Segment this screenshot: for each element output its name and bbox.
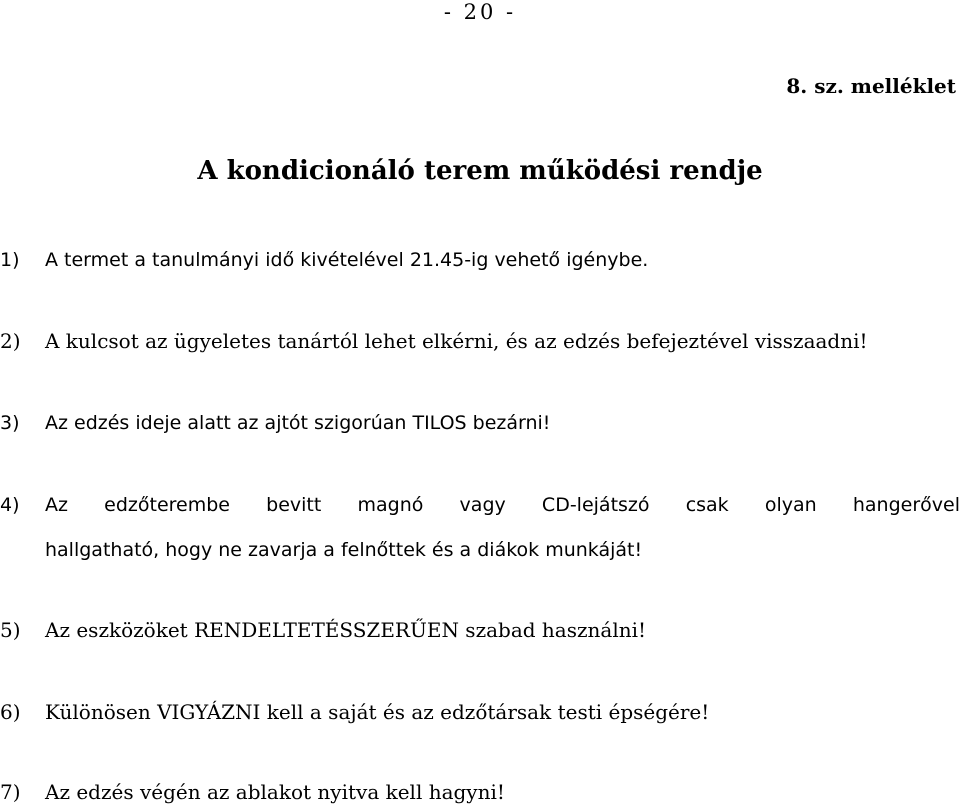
rule-text: Az eszközöket RENDELTETÉSSZERŰEN szabad használni!	[45, 618, 647, 642]
rule-text: A termet a tanulmányi idő kivételével 21.45-ig vehető igénybe.	[45, 249, 649, 271]
rule-number: 7)	[0, 780, 21, 804]
rule-number: 5)	[0, 618, 21, 642]
rule-text: A kulcsot az ügyeletes tanártól lehet elkérni, és az edzés befejeztével visszaadni!	[45, 329, 868, 353]
rule-text: Az edzés végén az ablakot nyitva kell hagyni!	[45, 780, 505, 804]
rule-number: 4)	[0, 494, 20, 516]
page-number: - 20 -	[443, 0, 517, 24]
rule-text: Különösen VIGYÁZNI kell a saját és az edzőtársak testi épségére!	[45, 700, 710, 724]
rule-number: 1)	[0, 249, 20, 271]
page-title: A kondicionáló terem működési rendje	[197, 156, 763, 186]
rule-number: 6)	[0, 700, 21, 724]
annex-label: 8. sz. melléklet	[786, 74, 956, 98]
rule-text-line-2: hallgatható, hogy ne zavarja a felnőttek és a diákok munkáját!	[45, 539, 643, 561]
rule-number: 2)	[0, 329, 21, 353]
rule-text-line-1: Az edzőterembe bevitt magnó vagy CD-lejátszó csak olyan hangerővel	[45, 494, 960, 516]
rule-text: Az edzés ideje alatt az ajtót szigorúan TILOS bezárni!	[45, 412, 551, 434]
rule-number: 3)	[0, 412, 20, 434]
